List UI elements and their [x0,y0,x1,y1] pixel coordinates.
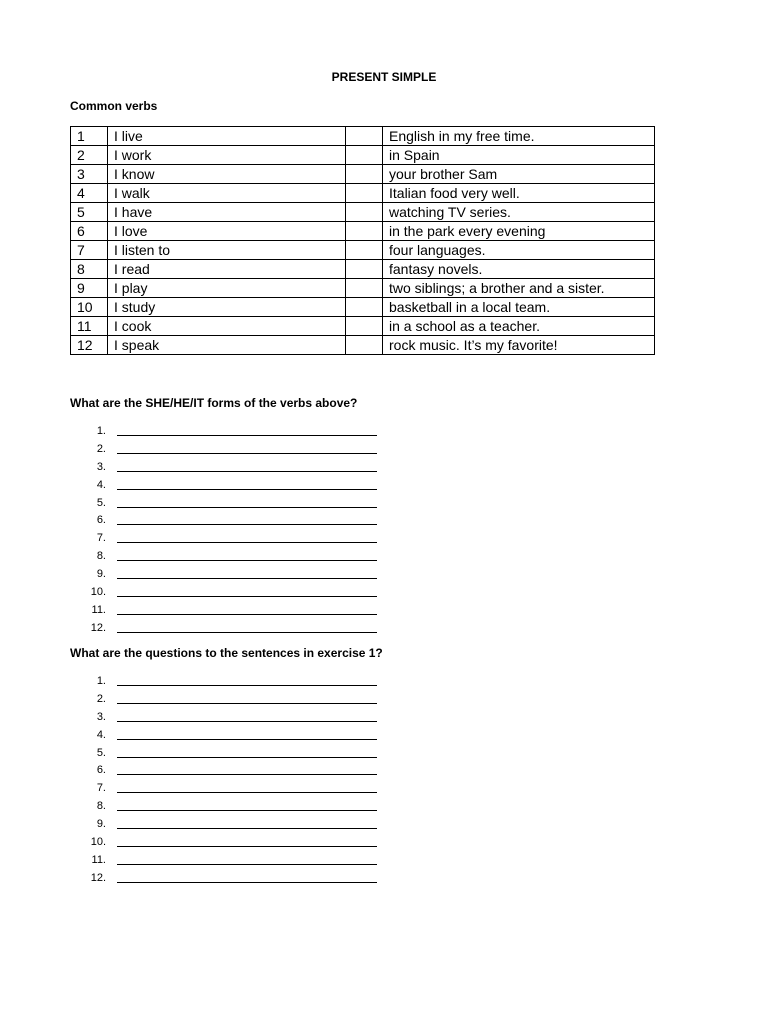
row-number: 12 [71,336,108,355]
verb-cell: I read [108,260,346,279]
list-item-number: 2. [96,692,106,705]
section-heading-she-he-it-forms: What are the SHE/HE/IT forms of the verbs above? [70,396,358,410]
list-item-number: 4. [96,478,106,491]
verb-cell: I study [108,298,346,317]
verb-cell: I cook [108,317,346,336]
answer-line[interactable] [117,596,377,597]
verbs-table [70,126,655,355]
verb-cell: I have [108,203,346,222]
answer-line[interactable] [117,721,377,722]
list-item-number: 11. [91,603,106,616]
complement-cell: basketball in a local team. [383,298,655,317]
list-item-number: 10. [90,836,106,849]
list-item-number: 5. [96,746,106,759]
verb-cell: I play [108,279,346,298]
table-row [71,203,655,222]
answer-blank-cell[interactable] [346,317,383,336]
table-row [71,184,655,203]
row-number: 6 [71,222,108,241]
answer-line[interactable] [117,703,377,704]
verb-cell: I love [108,222,346,241]
row-number: 7 [71,241,108,260]
answer-line[interactable] [117,453,377,454]
row-number: 1 [71,127,108,146]
answer-line[interactable] [117,524,377,525]
answer-line[interactable] [117,739,377,740]
list-item-number: 1. [96,425,106,437]
list-item-number: 12. [90,871,106,884]
answer-line[interactable] [117,792,377,793]
row-number: 8 [71,260,108,279]
complement-cell: English in my free time. [383,127,655,146]
answer-line[interactable] [117,757,377,758]
verb-cell: I live [108,127,346,146]
answer-line[interactable] [117,685,377,686]
verb-cell: I speak [108,336,346,355]
complement-cell: in a school as a teacher. [383,317,655,336]
complement-cell: rock music. It’s my favorite! [383,336,655,355]
page-title: PRESENT SIMPLE [331,70,437,84]
answer-line[interactable] [117,864,377,865]
complement-cell: in the park every evening [383,222,655,241]
list-item-number: 1. [96,675,106,687]
answer-blank-cell[interactable] [346,203,383,222]
row-number: 5 [71,203,108,222]
verb-cell: I work [108,146,346,165]
answer-line[interactable] [117,471,377,472]
answer-line[interactable] [117,507,377,508]
answer-line[interactable] [117,810,377,811]
table-row [71,241,655,260]
table-row [71,165,655,184]
list-item-number: 12. [90,621,106,634]
list-item-number: 6. [96,514,106,527]
row-number: 10 [71,298,108,317]
table-row [71,279,655,298]
answer-blank-cell[interactable] [346,279,383,298]
answer-blank-cell[interactable] [346,165,383,184]
answer-line[interactable] [117,542,377,543]
list-item-number: 6. [96,764,106,777]
row-number: 2 [71,146,108,165]
table-row [71,336,655,355]
answer-line[interactable] [117,614,377,615]
list-item-number: 10. [90,586,106,599]
table-row [71,222,655,241]
list-item-number: 3. [96,460,106,473]
table-row [71,260,655,279]
list-item-number: 8. [96,800,106,813]
answer-line[interactable] [117,632,377,633]
answer-line[interactable] [117,578,377,579]
complement-cell: four languages. [383,241,655,260]
answer-blank-cell[interactable] [346,260,383,279]
section-heading-common-verbs: Common verbs [70,99,158,113]
answer-blank-cell[interactable] [346,184,383,203]
list-item-number: 2. [96,442,106,455]
answer-line[interactable] [117,774,377,775]
row-number: 9 [71,279,108,298]
verb-cell: I know [108,165,346,184]
answer-blank-cell[interactable] [346,222,383,241]
answer-line[interactable] [117,882,377,883]
answer-line[interactable] [117,489,377,490]
list-item-number: 7. [96,532,106,545]
list-item-number: 3. [96,710,106,723]
list-item-number: 5. [96,496,106,509]
complement-cell: Italian food very well. [383,184,655,203]
list-item-number: 9. [96,568,106,581]
answer-line[interactable] [117,846,377,847]
answer-line[interactable] [117,435,377,436]
verb-cell: I walk [108,184,346,203]
complement-cell: your brother Sam [383,165,655,184]
answer-line[interactable] [117,560,377,561]
complement-cell: watching TV series. [383,203,655,222]
row-number: 3 [71,165,108,184]
verb-cell: I listen to [108,241,346,260]
row-number: 4 [71,184,108,203]
complement-cell: fantasy novels. [383,260,655,279]
list-item-number: 4. [96,728,106,741]
list-item-number: 11. [91,853,106,866]
answer-blank-cell[interactable] [346,298,383,317]
table-row [71,298,655,317]
answer-blank-cell[interactable] [346,336,383,355]
row-number: 11 [71,317,108,336]
table-row [71,146,655,165]
answer-blank-cell[interactable] [346,127,383,146]
section-heading-questions: What are the questions to the sentences in exercise 1? [70,646,383,660]
complement-cell: two siblings; a brother and a sister. [383,279,655,298]
list-item-number: 8. [96,550,106,563]
answer-blank-cell[interactable] [346,146,383,165]
answer-blank-cell[interactable] [346,241,383,260]
answer-line[interactable] [117,828,377,829]
table-row [71,317,655,336]
complement-cell: in Spain [383,146,655,165]
table-row [71,127,655,146]
list-item-number: 7. [96,782,106,795]
list-item-number: 9. [96,818,106,831]
